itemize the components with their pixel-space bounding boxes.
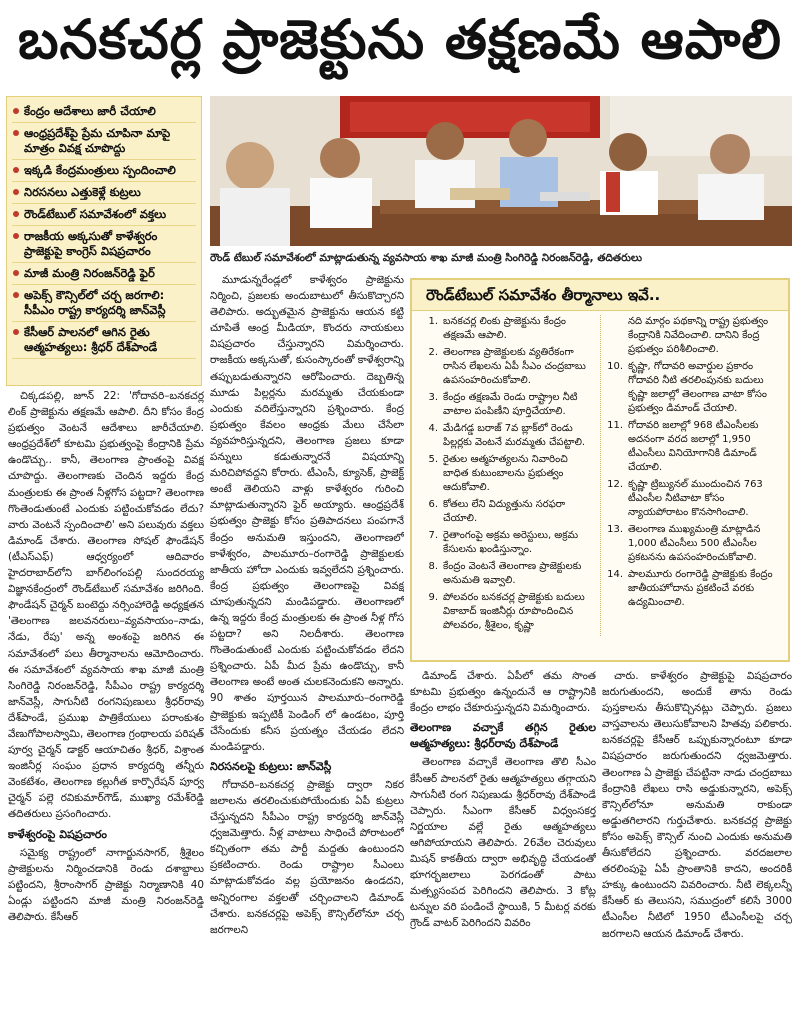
resolutions-list-left [420,315,596,633]
resolutions-title: రౌండ్‌టేబుల్ సమావేశం తీర్మానాలు ఇవే.. [412,280,788,311]
resolution-item [420,529,596,557]
meeting-photo-illustration [210,96,792,246]
article-paragraph: సమైక్య రాష్ట్రంలో నాగార్జునసాగర్, శ్రీశైలం ప్రాజెక్టులను నిర్మించడానికి రెండు దశాబ్దాలు పట్టిందని, శ్రీరాంసాగర్ ప్రాజెక్టు నిర్మాణానికి 40 ఏండ్లు పట్టిందని మాజీ మంత్రి నిరంజన్‌రెడ్డి తెలిపారు. కేసీఆర్ [8,846,204,923]
resolution-text: కృష్ణా ట్రిబ్యునల్ ముందుంచిన 763 టీఎంసీల నీటివాటా కోసం న్యాయపోరాటం కొనసాగించాలి. [628,479,763,518]
resolution-number: 4. [428,423,438,434]
article-paragraph: చారు. కాళేశ్వరం ప్రాజెక్టుపై విషప్రచారం జరుగుతుందని, అందుకే తాను రెండు పుస్తకాలను తీసుకొచ్చినట్లు చెప్పారు. ప్రజలు వాస్తవాలను తెలుసుకోవాలని హితవు పలికారు. బనకచర్లపై కేసీఆర్ ఒప్పుకున్నారంటూ కూడా విషప్రచారం జరుగుతుందని ధ్వజమెత్తారు. తెలంగాణ ఏ ప్రాజెక్టు చేపట్టినా నాడు చంద్రబాబు కేంద్రానికి లేఖలు రాసి అడ్డుకున్నారని, అపెక్స్ కౌన్సిల్‌లోనూ అనుమతి రాకుండా అడ్డుతగిలారని గుర్తుచేశారు. బనకచర్ల ప్రాజెక్టు కోసం అపెక్స్ కౌన్సిల్ నుంచి ఎందుకు అనుమతి తీసుకోలేదని ప్రశ్నించారు. వరదజలాల తరలింపుపై ఏపీ ప్రాంతానికి కాదని, అందరికీ హక్కు ఉంటుందని వివరించారు. నీటి లెక్కలన్నీ కేసీఆర్ కు తెలుసని, సముద్రంలో కలిసే 3000 టీఎంసీల నీటిలో 1950 టీఎంసీలపై చర్చ జరగాలని ఆయన డిమాండ్ చేశారు. [602,670,792,940]
highlight-item: కేసీఆర్ పాలనలో ఆగిన రైతు ఆత్మహత్యలు: శ్రీధర్ దేశ్‌పాండే [12,322,196,359]
highlight-item: రాజకీయ అక్కసుతో కాళేశ్వరం ప్రాజెక్టుపై కాంగ్రెస్ విషప్రచారం [12,226,196,263]
resolution-text: తెలంగాణ ముఖ్యమంత్రి మాట్లాడిన 1,000 టీఎంసీలు 500 టీఎంసీల ప్రకటనను ఉపసంహరించుకోవాలి. [628,524,761,563]
resolution-text: రైతుల ఆత్మహత్యలను నివారించి బాధిత కుటుంబాలను ప్రభుత్వం ఆదుకోవాలి. [443,454,568,493]
meeting-photo [210,96,792,246]
resolution-number: 1. [428,316,438,327]
resolution-text: పాలమూరు రంగారెడ్డి ప్రాజెక్టుకు కేంద్రం జాతీయహోదాను ప్రకటించే వరకు ఉద్యమించాలి. [628,569,773,608]
article-column-2 [210,272,404,1016]
highlight-item: ఇక్కడి కేంద్రమంత్రులు స్పందించాలి [12,160,196,182]
resolution-number: 6. [428,499,438,510]
resolution-number: 7. [428,530,438,541]
resolution-text: పోలవరం బనకచర్ల ప్రాజెక్టుకు బదులు వికాబాద్ ఇంజినీర్లు రూపొందించిన పోలవరం, శ్రీశైలం, కృష్ణా [443,592,585,631]
resolution-item [420,498,596,526]
section-subhead: కాళేశ్వరంపై విషప్రచారం [8,827,107,841]
resolution-item [605,419,780,475]
resolution-item [420,453,596,495]
resolution-number: 12. [607,479,623,490]
article-paragraph: చిక్కడపల్లి, జూన్ 22: 'గోదావరి–బనకచర్ల లింక్ ప్రాజెక్టును తక్షణమే ఆపాలి. దీని కోసం కేంద్ర ప్రభుత్వం వెంటనే ఆదేశాలు జారీచేయాలి. ఆంధ్రప్రదేశ్‌లో కూటమి ప్రభుత్వంపై కేంద్రానికి ప్రేమ ఉండొచ్చు.. కానీ, తెలంగాణ ప్రాంతంపై వివక్ష చూపొద్దు. తెలంగాణకు చెందిన ఇద్దరు కేంద్ర మంత్రులకు ఈ ప్రాంత నీళ్లగోస పట్టదా? తెలంగాణ గొంతెండుతుంటే ఎందుకు పట్టించుకోవడం లేదు? వారు వెంటనే స్పందించాలి' అని పలువురు వక్తలు డిమాండ్ చేశారు. తెలంగాణ సోషల్ ఫౌండేషన్ (టీఎస్ఎఫ్) ఆధ్వర్యంలో ఆదివారం హైదరాబాద్‌లోని బాగ్‌లింగంపల్లి సుందరయ్య విజ్ఞానకేంద్రంలో రౌండ్‌టేబుల్ సమావేశం జరిగింది. ఫౌండేషన్ చైర్మన్ బంటెద్దు నర్సింహారెడ్డి అధ్యక్షతన 'తెలంగాణ జలవనరులు–వ్యవసాయం–నాడు, నేడు, రేపు' అన్న అంశంపై జరిగిన ఈ సమావేశంలో పలు తీర్మానాలను ఆమోదించారు. ఈ సమావేశంలో వ్యవసాయ శాఖ మాజీ మంత్రి సింగిరెడ్డి నిరంజన్‌రెడ్డి, సీపీఎం రాష్ట్ర కార్యదర్శి జాన్‌వెస్లీ, సాగునీటి రంగనిపుణులు శ్రీధర్‌రావు దేశ్‌పాండే, ప్రముఖ పాత్రికేయులు పరాంకుశం వేణుగోపాలస్వామి, తెలంగాణ గ్రంథాలయ పరిషత్ పూర్వ చైర్మన్ డాక్టర్ ఆయాచితం శ్రీధర్, విశ్రాంత ఇంజినీర్ల సంఘం ప్రధాన కార్యదర్శి తన్నీరు వెంకటేశం, తెలంగాణ కల్లుగీత కార్పొరేషన్ పూర్వ చైర్మన్ పల్లె రవికుమార్‌గౌడ్, ముఖ్యా రమేశ్‌రెడ్డి తదితరులు ప్రసంగించారు. [8,390,204,821]
highlight-item: ఆంధ్రప్రదేశ్‌పై ప్రేమ చూపినా మాపై మాత్రం వివక్ష చూపొద్దు [12,123,196,160]
photo-caption: రౌండ్ టేబుల్ సమావేశంలో మాట్లాడుతున్న వ్యవసాయ శాఖ మాజీ మంత్రి సింగిరెడ్డి నిరంజన్‌రెడ్డి, తదితరులు [210,252,643,264]
highlight-item: రౌండ్‌టేబుల్ సమావేశంలో వక్తలు [12,204,196,226]
resolution-item [420,560,596,588]
article-column-1 [8,388,204,1016]
resolution-item [605,360,780,416]
resolution-text: తెలంగాణ ప్రాజెక్టులకు వ్యతిరేకంగా రాసిన లేఖలను ఏపీ సీఎం చంద్రబాబు ఉపసంహరించుకోవాలి. [443,347,586,386]
headline: బనకచర్ల ప్రాజెక్టును తక్షణమే ఆపాలి [18,7,782,71]
resolution-item [605,568,780,610]
resolution-item [420,422,596,450]
resolution-text: నది మార్గం పథకాన్ని రాష్ట్ర ప్రభుత్వం కేంద్రానికి నివేదించాలి. దానిని కేంద్ర ప్రభుత్వం పరిశీలించాలి. [628,316,769,355]
resolution-number: 9. [428,592,438,603]
resolution-number [605,315,628,357]
resolution-number: 13. [607,524,623,535]
section-subhead: తెలంగాణ వచ్చాకే తగ్గిన రైతుల ఆత్మహత్యలు: శ్రీధర్‌రావు దేశ్‌పాండే [410,721,596,751]
resolution-item [605,478,780,520]
resolution-number: 8. [428,561,438,572]
resolution-item [420,315,596,343]
resolution-text: గోదావరి జలాల్లో 968 టీఎంసీలకు అదనంగా వరద జలాల్లో 1,950 టీఎంసీలు వినియోగానికి డిమాండ్ చేయాలి. [628,420,759,473]
highlight-item: అపెక్స్ కౌన్సిల్‌లో చర్చ జరగాలి: సీపీఎం రాష్ట్ర కార్యదర్శి జాన్‌వెస్లీ [12,285,196,322]
resolution-number: 3. [428,392,438,403]
resolution-item [605,315,780,357]
article-paragraph: తెలంగాణ వచ్చాకే తెలంగాణ తొలి సీఎం కేసీఆర్ పాలనలో రైతు ఆత్మహత్యలు తగ్గాయని సాగునీటి రంగ నిపుణుడు శ్రీధర్‌రావు దేశ్‌పాండే చెప్పారు. సీఎంగా కేసీఆర్ విధ్వంసకర్త నిర్ణయాల వల్లే రైతు ఆత్మహత్యలు ఆగిపోయాయని తెలిపారు. 26వేల చెరువులు మిషన్ కాకతీయ ద్వారా అభివృద్ధి చేయడంతో భూగర్భజలాలు పెరగడంతో పాటు మత్స్యసంపద పెరిగిందని తెలిపారు. 3 కోట్ల టన్నుల వరి పండించే స్థాయికి, 5 మీటర్ల వరకు గ్రౌండ్ వాటర్ పెరిగిందని వివరిం [410,756,596,930]
resolution-number: 2. [428,347,438,358]
highlights-list [12,101,196,359]
section-subhead: నిరసనలపై కుట్రలు: జాన్‌వెస్లీ [210,759,332,773]
resolution-number: 11. [607,420,623,431]
highlights-box [6,96,202,386]
resolution-item [605,523,780,565]
highlight-item: మాజీ మంత్రి నిరంజన్‌రెడ్డి ఫైర్ [12,263,196,285]
resolution-text: కేంద్రం తక్షణమే రెండు రాష్ట్రాల నీటి వాటాల పంపిణీని పూర్తిచేయాలి. [443,392,578,417]
resolution-text: కోతలు లేని విద్యుత్తును సరఫరా చేయాలి. [443,499,566,524]
article-paragraph: డిమాండ్ చేశారు. ఏపీలో తమ సొంత కూటమి ప్రభుత్వం ఉన్నందునే ఆ రాష్ట్రానికి కేంద్రం లాభం చేకూరుస్తున్నదని విమర్శించారు. [410,670,596,715]
resolution-number: 10. [607,361,623,372]
highlight-item: కేంద్రం ఆదేశాలు జారీ చేయాలి [12,101,196,123]
resolution-number: 5. [428,454,438,465]
resolution-text: రైతాంగంపై అక్రమ అరెస్టులు, అక్రమ కేసులను ఖండిస్తున్నాం. [443,530,579,555]
article-paragraph: మూడున్నరేండ్లలో కాళేశ్వరం ప్రాజెక్టును నిర్మించి, ప్రజలకు అందుబాటులో తీసుకొచ్చారని తెలిపారు. అద్భుతమైన ప్రాజెక్టును ఆయన కట్టి చూపితే ఆంధ్ర మీడియా, కొందరు నాయకులు విషప్రచారం చేస్తున్నారని విమర్శించారు. రాజకీయ అక్కసుతో, కుసంస్కారంతో కాళేశ్వరాన్ని తప్పుబడుతున్నారని ఆరోపించారు. దెబ్బతిన్న మూడు పిల్లర్లను మరమ్మతు చేయకుండా ఎందుకు వదిలేస్తున్నారని ప్రశ్నించారు. కేంద్ర ప్రభుత్వం కేవలం ఆంధ్రకు మేలు చేసేలా వ్యవహరిస్తున్నదని, తెలంగాణ ప్రజలు కూడా పన్నులు కడుతున్నారనే విషయాన్ని మరిచిపోవద్దని కోరారు. టీఎంసీ, క్యూసెక్, ప్రాజెక్ట్ అంటే తెలియని వాళ్లు కాళేశ్వరం గురించి మాట్లాడుతున్నారని ఫైర్ అయ్యారు. ఆంధ్రప్రదేశ్ ప్రభుత్వం ప్రాజెక్టు కోసం ప్రతిపాదనలు పంపగానే కేంద్రం అనుమతి ఇస్తుందని, తెలంగాణలో కాళేశ్వరం, పాలమూరు–రంగారెడ్డి ప్రాజెక్టులకు జాతీయ హోదా ఎందుకు ఇవ్వలేదని ప్రశ్నించారు. కేంద్ర ప్రభుత్వం తెలంగాణపై వివక్ష చూపుతున్నదని మండిపడ్డారు. తెలంగాణలో ఉన్న ఇద్దరు కేంద్ర మంత్రులకు ఈ ప్రాంత నీళ్ల గోస పట్టదా? అని నిలదీశారు. తెలంగాణ గొంతెండుతుంటే ఎందుకు పట్టించుకోవడం లేదని ప్రశ్నించారు. ఏపీ మీద ప్రేమ ఉండొచ్చు, కానీ తెలంగాణ అంటే అంత చులకనెందుకని అన్నారు. 90 శాతం పూర్తయిన పాలమూరు–రంగారెడ్డి ప్రాజెక్టుకు ఇప్పటికీ పెండింగ్ లో ఉండటం, పూర్తి చేసేందుకు కనీస ప్రయత్నం చేయడం లేదని మండిపడ్డారు. [210,274,404,753]
resolutions-box [410,278,790,662]
article-paragraph: గోదావరి–బనకచర్ల ప్రాజెక్టు ద్వారా నికర జలాలను తరలించుకుపోయేందుకు ఏపీ కుట్రలు చేస్తున్నదని సీపీఎం రాష్ట్ర కార్యదర్శి జాన్‌వెస్లీ ధ్వజమెత్తారు. నీళ్ల వాటాలు సాధించే పోరాటంలో కచ్చితంగా తమ పార్టీ మద్దతు ఉంటుందని ప్రకటించారు. రెండు రాష్ట్రాల సీఎంలు మాట్లాడుకోవడం వల్ల ప్రయోజనం ఉండదని, అన్నిరంగాల వక్తలతో చర్చించాలని డిమాండ్ చేశారు. బనకచర్లపై అపెక్స్ కౌన్సిల్‌లోనూ చర్చ జరగాలని [210,778,404,936]
resolution-number: 14. [607,569,623,580]
resolution-text: కేంద్రం వెంటనే తెలంగాణ ప్రాజెక్టులకు అనుమతి ఇవ్వాలి. [443,561,582,586]
resolution-item [420,346,596,388]
resolution-text: బనకచర్ల లింకు ప్రాజెక్టును కేంద్రం తక్షణమే ఆపాలి. [443,316,567,341]
resolutions-list-right [605,315,780,610]
resolution-text: మేడిగడ్డ బరాజ్ 7వ బ్లాక్‌లో రెండు పిల్లర్లకు వెంటనే మరమ్మతు చేపట్టాలి. [443,423,586,448]
resolution-item [420,391,596,419]
highlight-item: నిరసనలు ఎత్తుకెళ్లే కుట్రలు [12,182,196,204]
article-column-4 [602,668,792,1016]
resolution-text: కృష్ణా, గోదావరి అవార్డుల ప్రకారం గోదావరి నీటి తరలింపునకు బదులు కృష్ణా జలాల్లో తెలంగాణ వాటా కోసం ప్రభుత్వం డిమాండ్ చేయాలి. [628,361,767,414]
article-column-3 [410,668,596,1016]
resolution-item [420,591,596,633]
